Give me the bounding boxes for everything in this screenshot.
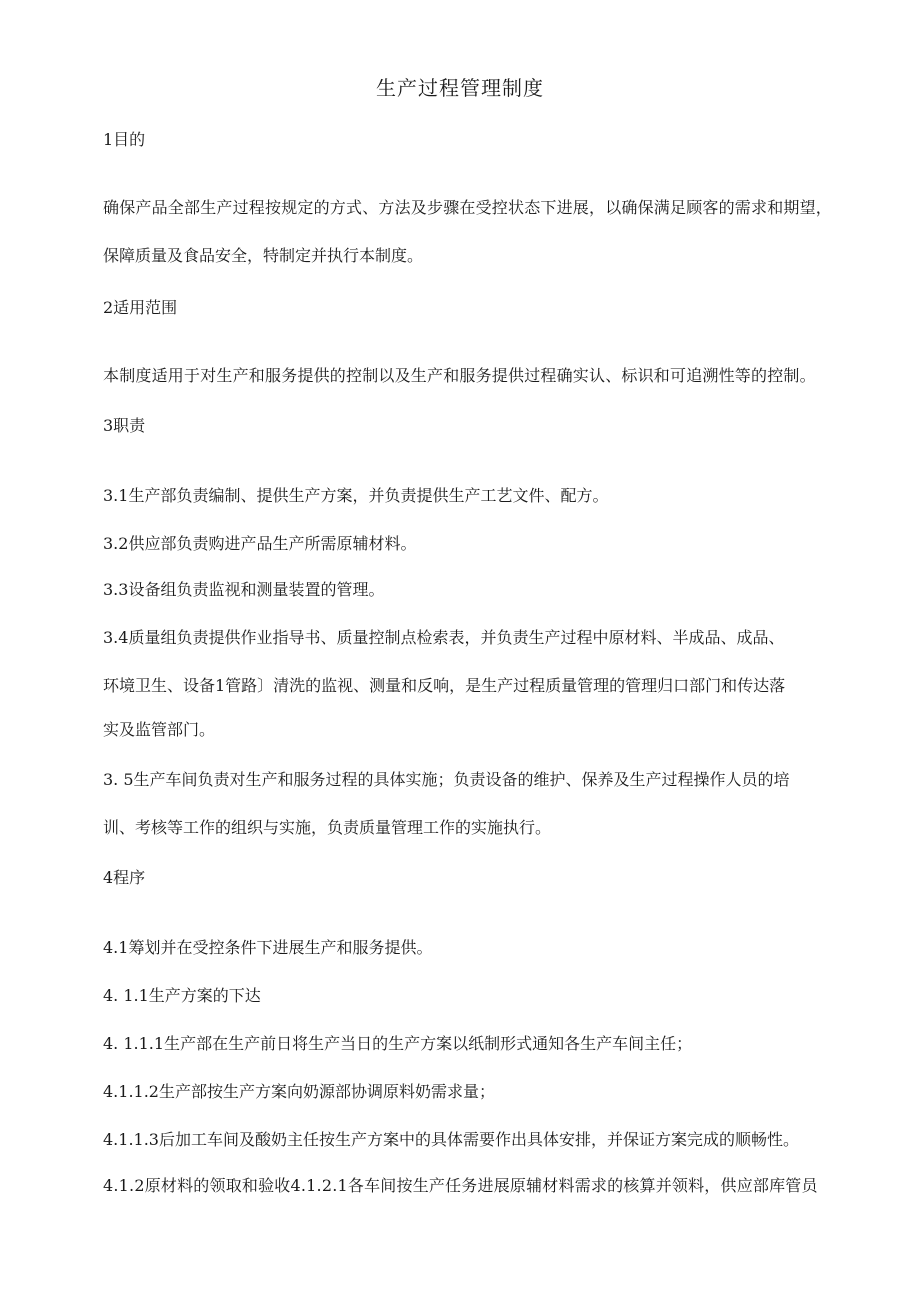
paragraph-line: 确保产品全部生产过程按规定的方式、方法及步骤在受控状态下进展，以确保满足顾客的需求和期望， [103, 198, 833, 217]
paragraph-line: 本制度适用于对生产和服务提供的控制以及生产和服务提供过程确实认、标识和可追溯性等的控制。 [103, 366, 816, 385]
paragraph-line: 3.4质量组负责提供作业指导书、质量控制点检索表，并负责生产过程中原材料、半成品、成品、 [103, 628, 785, 647]
paragraph-line: 环境卫生、设备1管路〕清洗的监视、测量和反响，是生产过程质量管理的管理归口部门和传达落 [103, 676, 786, 695]
paragraph-line: 3.3设备组负责监视和测量装置的管理。 [103, 580, 385, 599]
paragraph-line: 保障质量及食品安全，特制定并执行本制度。 [103, 246, 424, 265]
section-heading-scope: 2适用范围 [103, 298, 178, 317]
paragraph-line: 3. 5生产车间负责对生产和服务过程的具体实施；负责设备的维护、保养及生产过程操作人员的培 [103, 770, 790, 789]
paragraph-line: 3.1生产部负责编制、提供生产方案，并负责提供生产工艺文件、配方。 [103, 486, 609, 505]
paragraph-line: 4.1.1.3后加工车间及酸奶主任按生产方案中的具体需要作出具体安排，并保证方案完成的顺畅性。 [103, 1130, 799, 1149]
paragraph-line: 4.1.1.2生产部按生产方案向奶源部协调原料奶需求量； [103, 1082, 495, 1101]
document-title: 生产过程管理制度 [376, 76, 544, 100]
section-heading-responsibilities: 3职责 [103, 416, 146, 435]
paragraph-line: 4. 1.1生产方案的下达 [103, 986, 261, 1005]
paragraph-line: 训、考核等工作的组织与实施，负责质量管理工作的实施执行。 [103, 818, 552, 837]
paragraph-line: 3.2供应部负责购进产品生产所需原辅材料。 [103, 534, 417, 553]
paragraph-line: 4. 1.1.1生产部在生产前日将生产当日的生产方案以纸制形式通知各生产车间主任； [103, 1034, 693, 1053]
paragraph-line: 实及监管部门。 [103, 720, 216, 739]
section-heading-purpose: 1目的 [103, 130, 146, 149]
paragraph-line: 4.1.2原材料的领取和验收4.1.2.1各车间按生产任务进展原辅材料需求的核算并领料，供应部库管员 [103, 1176, 818, 1195]
paragraph-line: 4.1筹划并在受控条件下进展生产和服务提供。 [103, 938, 433, 957]
section-heading-procedure: 4程序 [103, 868, 146, 887]
